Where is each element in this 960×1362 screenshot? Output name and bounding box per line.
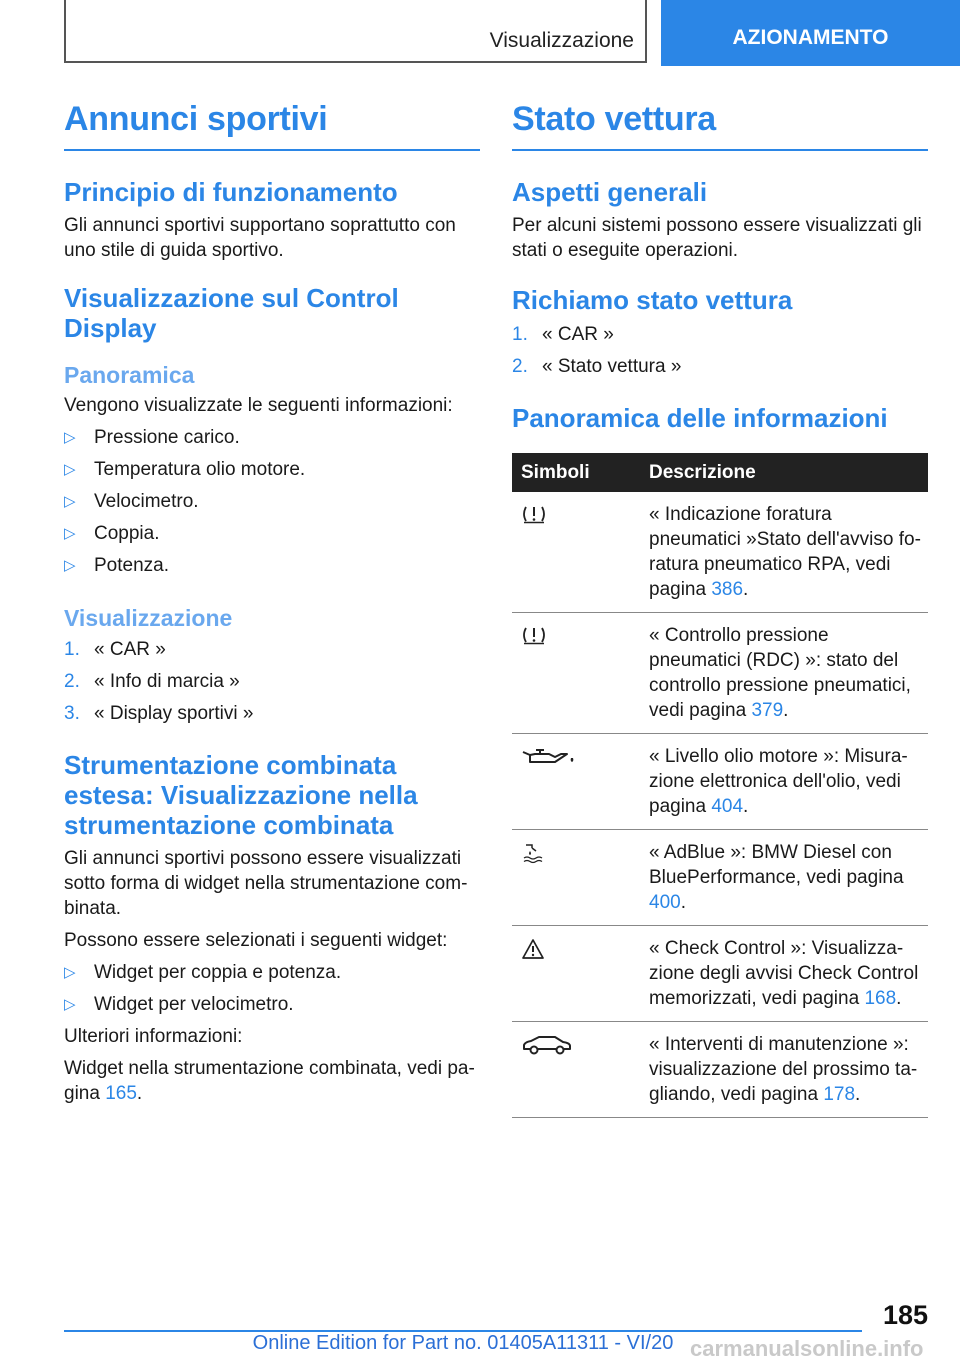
heading-visualization: Visualizzazione: [64, 605, 233, 631]
table-header-row: [512, 453, 928, 492]
page-link[interactable]: 168: [864, 988, 897, 1009]
more-info-label: Ulteriori informazioni:: [64, 1026, 243, 1047]
header-section-tab[interactable]: [661, 0, 960, 66]
list-item: ▷ Potenza.: [64, 555, 169, 576]
left-column: [64, 100, 480, 1106]
triangle-bullet-icon: ▷: [64, 493, 76, 510]
column-header-description: Descrizione: [640, 453, 928, 492]
list-item: ▷ Widget per velocimetro.: [64, 994, 294, 1015]
widgets-intro: Possono essere selezionati i seguenti widget:: [64, 930, 448, 951]
triangle-bullet-icon: ▷: [64, 525, 76, 542]
triangle-bullet-icon: ▷: [64, 461, 76, 478]
heading-general: Aspetti generali: [512, 177, 708, 207]
heading-control-display: Visualizzazione sul Control Display: [64, 283, 399, 343]
triangle-bullet-icon: ▷: [64, 557, 76, 574]
table-row: « Indicazione foratura pneumatici »Stato dell'avviso foratura pneumatico RPA, vedi pagina 386.: [512, 492, 928, 613]
widget-reference: Widget nella strumentazione combinata, vedi pagina 165.: [64, 1058, 475, 1104]
table-row: « Livello olio motore »: Misurazione elettronica dell'olio, vedi pagina 404.: [512, 734, 928, 830]
list-item: ▷ Pressione carico.: [64, 427, 240, 448]
page-link[interactable]: 386: [711, 579, 744, 600]
general-text: Per alcuni sistemi possono essere visualizzati gli stati o eseguite operazioni.: [512, 215, 922, 261]
heading-principle: Principio di funzionamento: [64, 177, 398, 207]
widget-list: [64, 960, 480, 1017]
list-item: ▷ Widget per coppia e potenza.: [64, 962, 342, 983]
page-title-sport-displays: Annunci sportivi: [64, 100, 480, 151]
header-section-label: AZIONAMENTO: [732, 26, 889, 49]
watermark: carmanualsonline.info: [690, 1336, 924, 1361]
list-item: ▷ Velocimetro.: [64, 491, 199, 512]
list-item: 1. « CAR »: [64, 639, 166, 660]
column-header-symbols: Simboli: [512, 453, 640, 492]
triangle-bullet-icon: ▷: [64, 429, 76, 446]
tire-pressure-icon: [521, 625, 547, 645]
page-number: 185: [882, 1300, 928, 1330]
list-item: 3. « Display sportivi »: [64, 703, 254, 724]
heading-instrument-cluster: Strumentazione combinata estesa: Visualizzazione nella strumentazione combinata: [64, 750, 418, 840]
adblue-icon: [521, 842, 543, 864]
heading-call-status: Richiamo stato vettura: [512, 285, 793, 315]
table-row: « Controllo pressione pneumatici (RDC) »: stato del controllo pressione pneumatici, vedi pagina 379.: [512, 613, 928, 734]
heading-overview: Panoramica: [64, 362, 195, 388]
triangle-bullet-icon: ▷: [64, 964, 76, 981]
list-item: 1. « CAR »: [512, 324, 614, 345]
oil-can-icon: [521, 746, 577, 768]
instrument-cluster-text: Gli annunci sportivi possono essere visualizzati sotto forma di widget nella strumentazione combinata.: [64, 848, 468, 919]
service-car-icon: [521, 1034, 573, 1056]
page-link[interactable]: 165: [105, 1083, 137, 1104]
warning-triangle-icon: [521, 938, 545, 960]
table-row: « Check Control »: Visualizzazione degli avvisi Check Control memorizzati, vedi pagina 168.: [512, 926, 928, 1022]
tire-puncture-icon: [521, 504, 547, 524]
triangle-bullet-icon: ▷: [64, 996, 76, 1013]
right-column: [512, 100, 928, 1118]
overview-list: [64, 425, 480, 578]
call-status-steps: [512, 322, 928, 379]
principle-text: Gli annunci sportivi supportano soprattutto con uno stile di guida sportivo.: [64, 215, 456, 261]
list-item: 2. « Stato vettura »: [512, 356, 682, 377]
footer-edition: Online Edition for Part no. 01405A11311 - VI/20: [252, 1332, 674, 1354]
list-item: ▷ Coppia.: [64, 523, 160, 544]
page-link[interactable]: 379: [751, 700, 784, 721]
page-link[interactable]: 404: [711, 796, 744, 817]
visualization-steps: [64, 637, 480, 726]
info-table: [512, 453, 928, 1118]
page-link[interactable]: 178: [823, 1084, 856, 1105]
table-row: « Interventi di manutenzione »: visualizzazione del prossimo tagliando, vedi pagina 178.: [512, 1022, 928, 1118]
header-subtitle: Visualizzazione: [489, 29, 634, 52]
heading-info-overview: Panoramica delle informazioni: [512, 403, 888, 433]
page-link[interactable]: 400: [649, 892, 681, 913]
overview-text: Vengono visualizzate le seguenti informazioni:: [64, 395, 453, 416]
list-item: ▷ Temperatura olio motore.: [64, 459, 306, 480]
table-row: « AdBlue »: BMW Diesel con BluePerformance, vedi pagina 400.: [512, 830, 928, 926]
page-title-vehicle-status: Stato vettura: [512, 100, 928, 151]
list-item: 2. « Info di marcia »: [64, 671, 240, 692]
